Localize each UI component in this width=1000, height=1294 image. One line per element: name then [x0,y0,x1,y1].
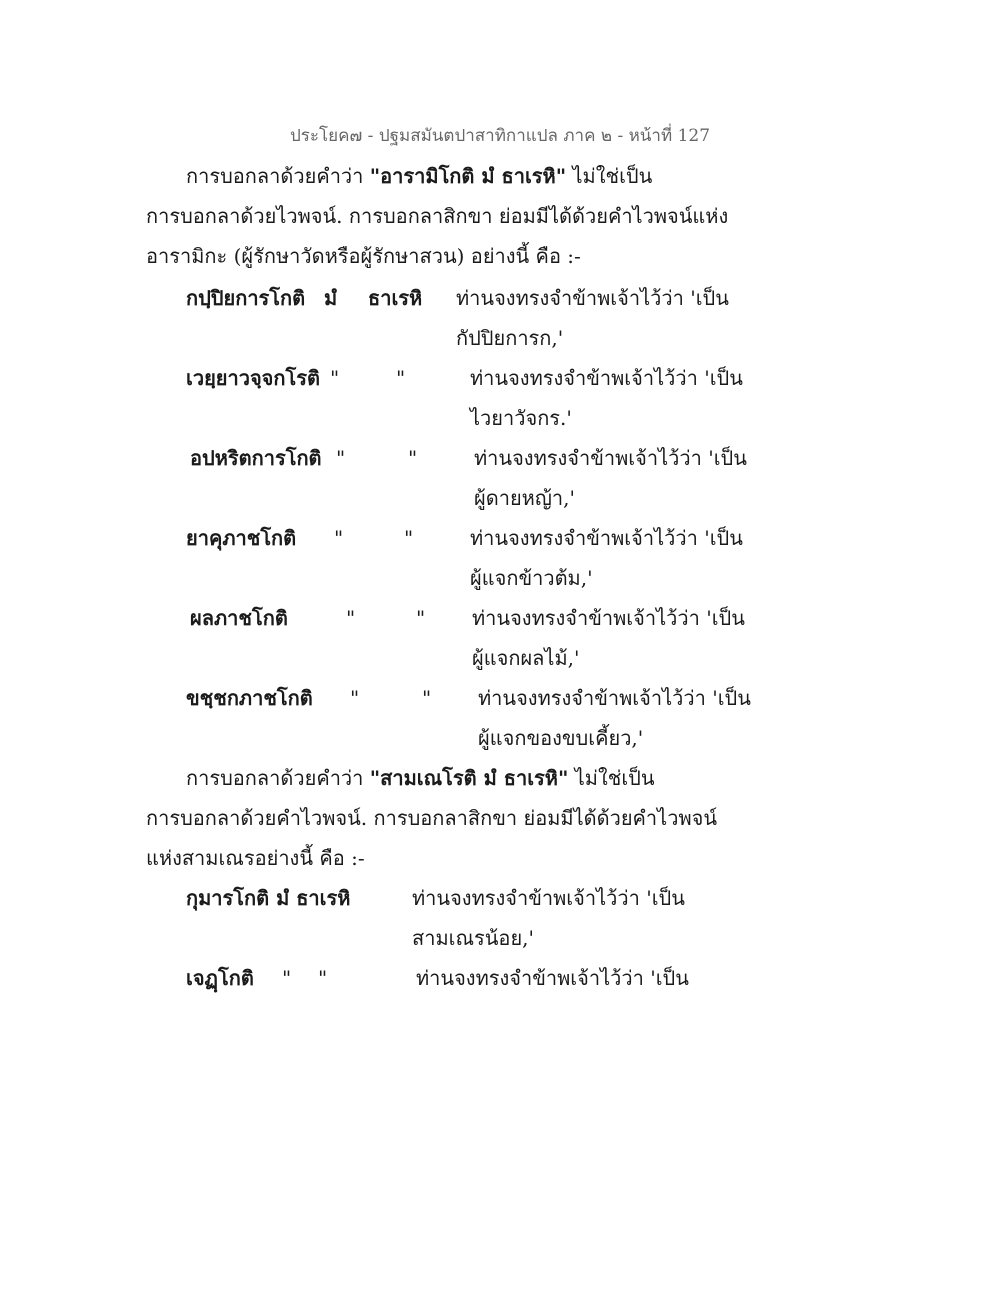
para2-line3: แห่งสามเณรอย่างนี้ คือ :- [146,846,365,870]
list2-term: กุมารโกติ มํ ธาเรหิ [186,886,351,910]
list1-translation: ท่านจงทรงจำข้าพเจ้าไว้ว่า 'เป็น [472,606,745,630]
para2-line1-post: ไม่ใช่เป็น [568,766,655,790]
list1-term: ยาคุภาชโกติ [186,526,297,550]
list1-translation-cont: กัปปิยการก,' [456,326,564,350]
para1-line1 [186,162,652,190]
list1-translation-cont: ผู้แจกผลไม้,' [472,646,580,670]
list2-translation: ท่านจงทรงจำข้าพเจ้าไว้ว่า 'เป็น [416,966,689,990]
para1-line1-bold: "อารามิโกติ มํ ธาเรหิ" [369,164,567,188]
list1-translation: ท่านจงทรงจำข้าพเจ้าไว้ว่า 'เป็น [478,686,751,710]
para2-line1-pre: การบอกลาด้วยคำว่า [186,766,370,790]
list2-ditto-mark: " [318,966,328,990]
para2-line1-bold: "สามเณโรติ มํ ธาเรหิ" [369,766,569,790]
list1-translation: ท่านจงทรงจำข้าพเจ้าไว้ว่า 'เป็น [474,446,747,470]
para1-line1-post: ไม่ใช่เป็น [566,164,653,188]
list1-translation: ท่านจงทรงจำข้าพเจ้าไว้ว่า 'เป็น [470,366,743,390]
list2-ditto-mark: " [282,966,292,990]
list2-translation-cont: สามเณรน้อย,' [412,926,535,950]
list1-ditto-mark: " [404,526,414,550]
list1-ditto-mark: " [330,366,340,390]
page-header: ประโยค๗ - ปฐมสมันตปาสาทิกาแปล ภาค ๒ - หน้าที่ 127 [289,126,711,146]
list1-mark2: ธาเรหิ [368,286,423,310]
list1-ditto-mark: " [396,366,406,390]
list1-term: ผลภาชโกติ [190,606,288,630]
list2-term: เจฏฺโกติ [186,966,254,990]
list2-translation: ท่านจงทรงจำข้าพเจ้าไว้ว่า 'เป็น [412,886,685,910]
list1-ditto-mark: " [422,686,432,710]
list1-translation: ท่านจงทรงจำข้าพเจ้าไว้ว่า 'เป็น [470,526,743,550]
list1-translation-cont: ผู้แจกข้าวต้ม,' [470,566,593,590]
list1-translation-cont: ผู้แจกของขบเคี้ยว,' [478,726,644,750]
para2-line1 [186,764,655,792]
list1-term: ขชฺชกภาชโกติ [186,686,313,710]
para1-line2: การบอกลาด้วยไวพจน์. การบอกลาสิกขา ย่อมมีได้ด้วยคำไวพจน์แห่ง [146,204,729,228]
list1-ditto-mark: " [334,526,344,550]
list1-ditto-mark: " [336,446,346,470]
para1-line3: อารามิกะ (ผู้รักษาวัดหรือผู้รักษาสวน) อย่างนี้ คือ :- [146,244,581,268]
list1-ditto-mark: " [350,686,360,710]
list1-ditto-mark: " [416,606,426,630]
list1-ditto-mark: " [346,606,356,630]
list1-term: กปฺปิยการโกติ [186,286,306,310]
para1-line1-pre: การบอกลาด้วยคำว่า [186,164,370,188]
para2-line2: การบอกลาด้วยคำไวพจน์. การบอกลาสิกขา ย่อมมีได้ด้วยคำไวพจน์ [146,806,718,830]
list1-ditto-mark: " [408,446,418,470]
list1-term: อปหริตการโกติ [190,446,322,470]
list1-mark1: มํ [324,286,338,310]
list1-translation-cont: ไวยาวัจกร.' [470,406,572,430]
list1-translation: ท่านจงทรงจำข้าพเจ้าไว้ว่า 'เป็น [456,286,729,310]
list1-translation-cont: ผู้ดายหญ้า,' [474,486,575,510]
list1-term: เวยฺยาวจฺจกโรติ [186,366,320,390]
